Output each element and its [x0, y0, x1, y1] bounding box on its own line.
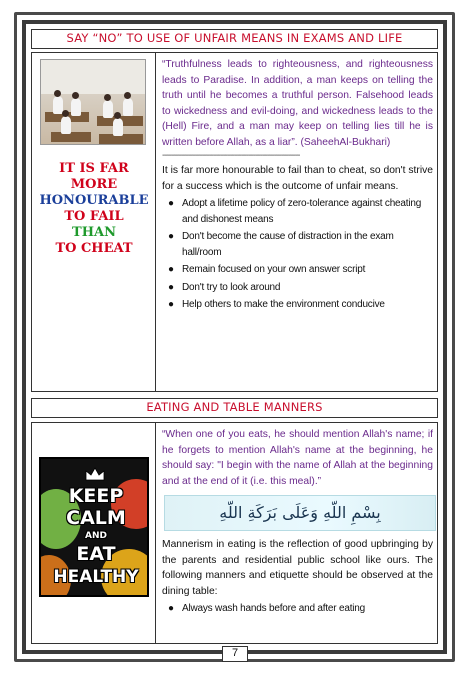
slogan-line: TO FAIL	[64, 209, 124, 224]
poster-line: EAT	[76, 543, 116, 565]
classroom-photo	[40, 59, 146, 145]
list-item-text: Remain focused on your own answer script	[182, 264, 366, 275]
list-item	[162, 601, 433, 617]
section-title-eating-manners: EATING AND TABLE MANNERS	[31, 398, 438, 418]
keep-calm-poster	[39, 457, 149, 597]
left-column	[32, 53, 156, 391]
crown-icon	[85, 467, 105, 481]
bullet-icon: ●	[168, 198, 174, 209]
bullet-icon: ●	[168, 281, 174, 293]
slogan-honourable-to-fail	[32, 161, 156, 257]
slogan-line: IT IS FAR	[59, 161, 129, 176]
bullet-icon: ●	[168, 603, 174, 614]
list-item-text: Always wash hands before and after eating	[182, 603, 366, 614]
bismillah-calligraphy: بِسْمِ اللّهِ وَعَلَى بَرَكَةِ اللّهِ	[164, 495, 436, 531]
poster-line: AND	[85, 531, 107, 541]
poster-line: KEEP	[68, 485, 124, 507]
list-item	[162, 297, 433, 313]
right-column	[158, 53, 437, 391]
right-column	[158, 423, 437, 643]
section-title-unfair-means: SAY “NO” TO USE OF UNFAIR MEANS IN EXAMS AND LIFE	[31, 29, 438, 49]
slogan-line: THAN	[72, 225, 116, 240]
honourable-paragraph: It is far more honourable to fail than to cheat, so don't strive for a success which is the outcome of unfair means.	[162, 165, 433, 192]
bullet-list-unfair-means	[162, 196, 433, 313]
separator-line: -----------------------------------------------------------	[162, 150, 300, 161]
hadith-quote-truthfulness: “Truthfulness leads to righteousness, and righteousness leads to Paradise. In addition, a man keeps on telling the truth until he becomes a truthful person. Falsehood leads to wickedness and evil-doing, and wickedness leads to the (Hell) Fire, and a man may keep on telling lies till he is written before Allah, as a liar”. (SaheehAl-Bukhari)	[162, 59, 433, 148]
poster-line: HEALTHY	[53, 567, 139, 587]
list-item	[162, 280, 433, 296]
slogan-line: MORE	[70, 177, 118, 192]
section-eating-manners	[31, 422, 438, 644]
list-item-text: Don't try to look around	[182, 281, 281, 293]
bullet-icon: ●	[168, 299, 174, 310]
list-item-text: Help others to make the environment conducive	[182, 299, 385, 310]
poster-line: CALM	[66, 507, 126, 529]
list-item-text: Adopt a lifetime policy of zero-tolerance against cheating and dishonest means	[182, 198, 422, 225]
bullet-icon: ●	[168, 231, 174, 242]
bullet-icon: ●	[168, 264, 174, 275]
hadith-quote-eating: “When one of you eats, he should mention Allah's name; if he forgets to mention Allah's name at the beginning, he should say: "I begin with the name of Allah at the beginning and at the end of it (i.e. this meal).”	[162, 429, 433, 487]
mannerism-paragraph: Mannerism in eating is the reflection of good upbringing by the parents and residential public school like ours. The following manners and etiquette should be observed at the dining table:	[162, 539, 433, 597]
list-item-text: Don't become the cause of distraction in the exam hall/room	[182, 231, 394, 258]
list-item	[162, 229, 433, 260]
page-number: 7	[222, 646, 248, 662]
slogan-line: HONOURABLE	[39, 193, 149, 208]
slogan-line: TO CHEAT	[55, 241, 133, 256]
bullet-list-eating	[162, 601, 433, 617]
section-unfair-means	[31, 52, 438, 392]
list-item	[162, 196, 433, 227]
left-column	[32, 423, 156, 643]
list-item	[162, 262, 433, 278]
